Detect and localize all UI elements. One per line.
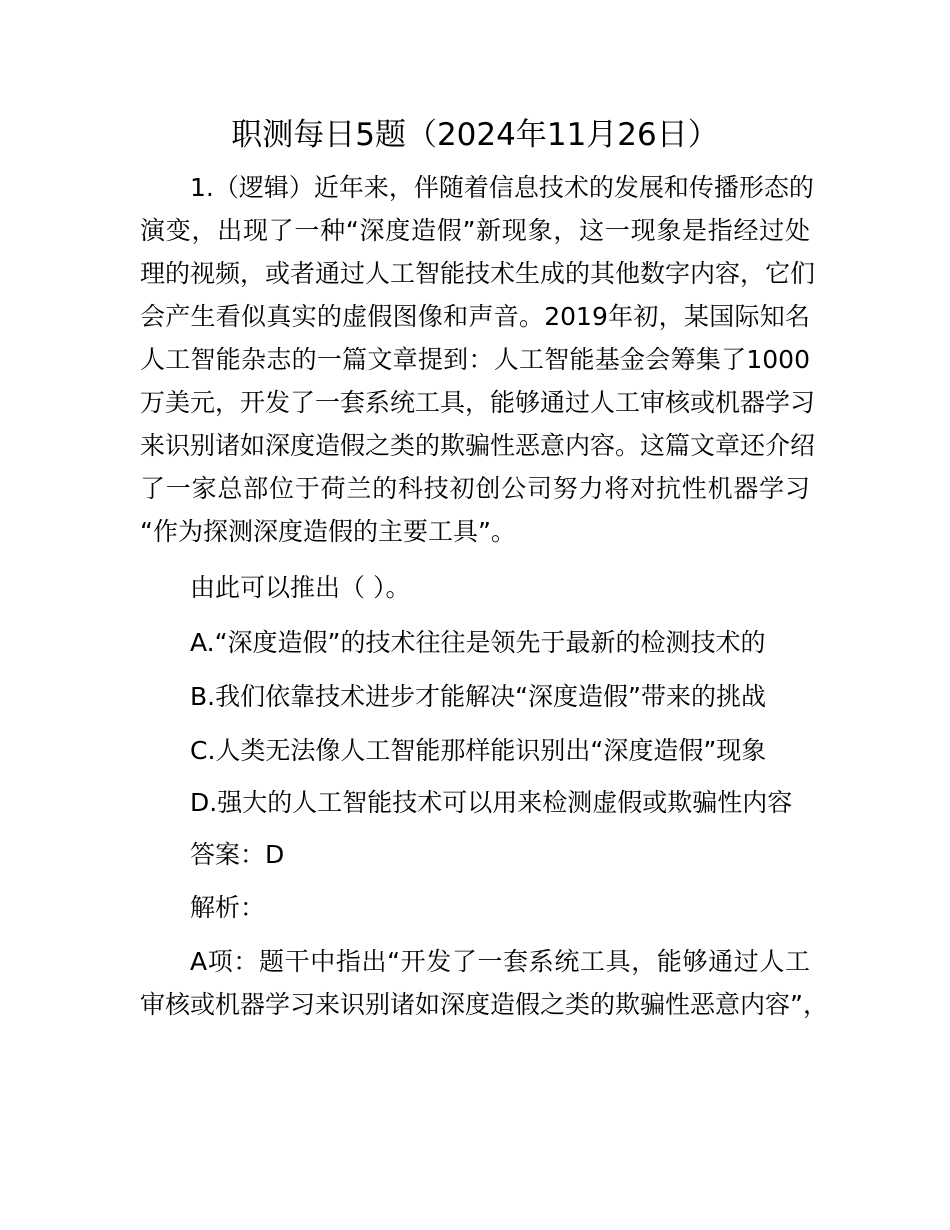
question-line: 演变，出现了一种“深度造假”新现象，这一现象是指经过处	[140, 216, 810, 245]
question-line: 1.（逻辑）近年来，伴随着信息技术的发展和传播形态的	[190, 173, 814, 202]
option-d: D.强大的人工智能技术可以用来检测虚假或欺骗性内容	[190, 788, 793, 817]
analysis-line: 审核或机器学习来识别诸如深度造假之类的欺骗性恶意内容”，	[140, 990, 828, 1019]
option-a: A.“深度造假”的技术往往是领先于最新的检测技术的	[190, 628, 766, 657]
question-line: 万美元，开发了一套系统工具，能够通过人工审核或机器学习	[140, 388, 816, 417]
question-line: 理的视频，或者通过人工智能技术生成的其他数字内容，它们	[140, 259, 816, 288]
answer: 答案：D	[190, 840, 285, 869]
question-line: 来识别诸如深度造假之类的欺骗性恶意内容。这篇文章还介绍	[140, 431, 816, 460]
analysis-line: A项：题干中指出“开发了一套系统工具，能够通过人工	[190, 947, 810, 976]
option-c: C.人类无法像人工智能那样能识别出“深度造假”现象	[190, 736, 767, 765]
question-line: 人工智能杂志的一篇文章提到：人工智能基金会筹集了1000	[140, 345, 810, 374]
option-b: B.我们依靠技术进步才能解决“深度造假”带来的挑战	[190, 682, 767, 711]
question-line: 会产生看似真实的虚假图像和声音。2019年初，某国际知名	[140, 302, 810, 331]
document-title: 职测每日5题（2024年11月26日）	[231, 117, 719, 153]
question-line: “作为探测深度造假的主要工具”。	[140, 517, 516, 546]
analysis-label: 解析：	[190, 893, 266, 922]
question-line: 了一家总部位于荷兰的科技初创公司努力将对抗性机器学习	[140, 474, 810, 503]
question-prompt: 由此可以推出（ ）。	[190, 573, 411, 602]
